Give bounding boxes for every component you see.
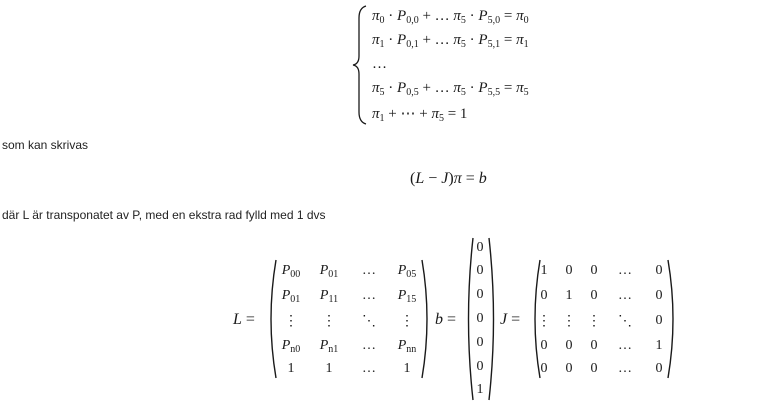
L-cell: $P_{15}$ [397, 288, 417, 305]
b-cell: 0 [476, 240, 484, 255]
L-cell: $P_{11}$ [319, 288, 339, 305]
b-cell: 0 [476, 287, 484, 302]
L-cell: ⋱ [362, 314, 376, 329]
b-cell: 0 [476, 311, 484, 326]
L-cell: ⋮ [284, 314, 298, 329]
J-cell: 0 [540, 338, 548, 353]
L-cell: $P_{n1}$ [319, 338, 339, 355]
L-cell: $P_{00}$ [281, 263, 301, 280]
L-cell: 1 [325, 361, 333, 376]
J-cell: 1 [540, 263, 548, 278]
b-label: b = [435, 311, 457, 328]
system-line-4: $\pi_5 \cdot P_{0,5}$ + … $\pi_5 \cdot P_{5,5} = \pi_5$ [372, 80, 529, 98]
J-cell: 1 [565, 288, 573, 303]
b-right-paren [487, 236, 499, 402]
L-cell: … [362, 338, 376, 353]
L-cell: $P_{nn}$ [397, 338, 417, 355]
J-cell: … [618, 263, 632, 278]
L-cell: … [362, 361, 376, 376]
J-cell: 1 [655, 338, 663, 353]
system-line-1: $\pi_0 \cdot P_{0,0}$ + … $\pi_5 \cdot P_{5,0} = \pi_0$ [372, 8, 529, 26]
L-cell: … [362, 288, 376, 303]
system-line-2: $\pi_1 \cdot P_{0,1}$ + … $\pi_5 \cdot P_{5,1} = \pi_1$ [372, 32, 529, 50]
J-cell: 0 [590, 361, 598, 376]
J-cell: 0 [590, 263, 598, 278]
L-cell: $P_{n0}$ [281, 338, 301, 355]
text-can-write: som kan skrivas [2, 138, 89, 152]
L-cell: … [362, 263, 376, 278]
J-cell: ⋮ [562, 314, 576, 329]
text-where-L: där L är transponatet av P, med en ekstra rad fylld med 1 dvs [2, 208, 326, 222]
J-cell: 0 [565, 361, 573, 376]
J-cell: 0 [590, 338, 598, 353]
J-cell: 0 [655, 263, 663, 278]
L-cell: 1 [287, 361, 295, 376]
J-cell: 0 [540, 288, 548, 303]
L-cell: ⋮ [322, 314, 336, 329]
b-cell: 0 [476, 263, 484, 278]
J-cell: … [618, 288, 632, 303]
J-label: J = [500, 311, 521, 328]
L-cell: $P_{05}$ [397, 263, 417, 280]
b-cell: 0 [476, 359, 484, 374]
system-line-3: … [372, 56, 387, 72]
J-cell: 0 [590, 288, 598, 303]
J-cell: … [618, 361, 632, 376]
J-cell: ⋮ [537, 314, 551, 329]
J-cell: 0 [540, 361, 548, 376]
L-cell: 1 [403, 361, 411, 376]
b-cell: 0 [476, 335, 484, 350]
L-cell: $P_{01}$ [281, 288, 301, 305]
J-cell: 0 [655, 361, 663, 376]
J-cell: ⋱ [618, 314, 632, 329]
J-cell: ⋮ [587, 314, 601, 329]
main-equation: (L − J)π = b [410, 170, 487, 187]
J-cell: 0 [655, 288, 663, 303]
J-cell: … [618, 338, 632, 353]
L-cell: $P_{01}$ [319, 263, 339, 280]
system-line-5: $\pi_1$ + ⋯ + $\pi_5 = 1$ [372, 106, 468, 124]
L-cell: ⋮ [400, 314, 414, 329]
J-cell: 0 [565, 338, 573, 353]
J-right-paren [666, 258, 680, 380]
b-cell: 1 [476, 382, 484, 397]
J-cell: 0 [655, 313, 663, 328]
J-cell: 0 [565, 263, 573, 278]
L-label: L = [233, 311, 255, 328]
